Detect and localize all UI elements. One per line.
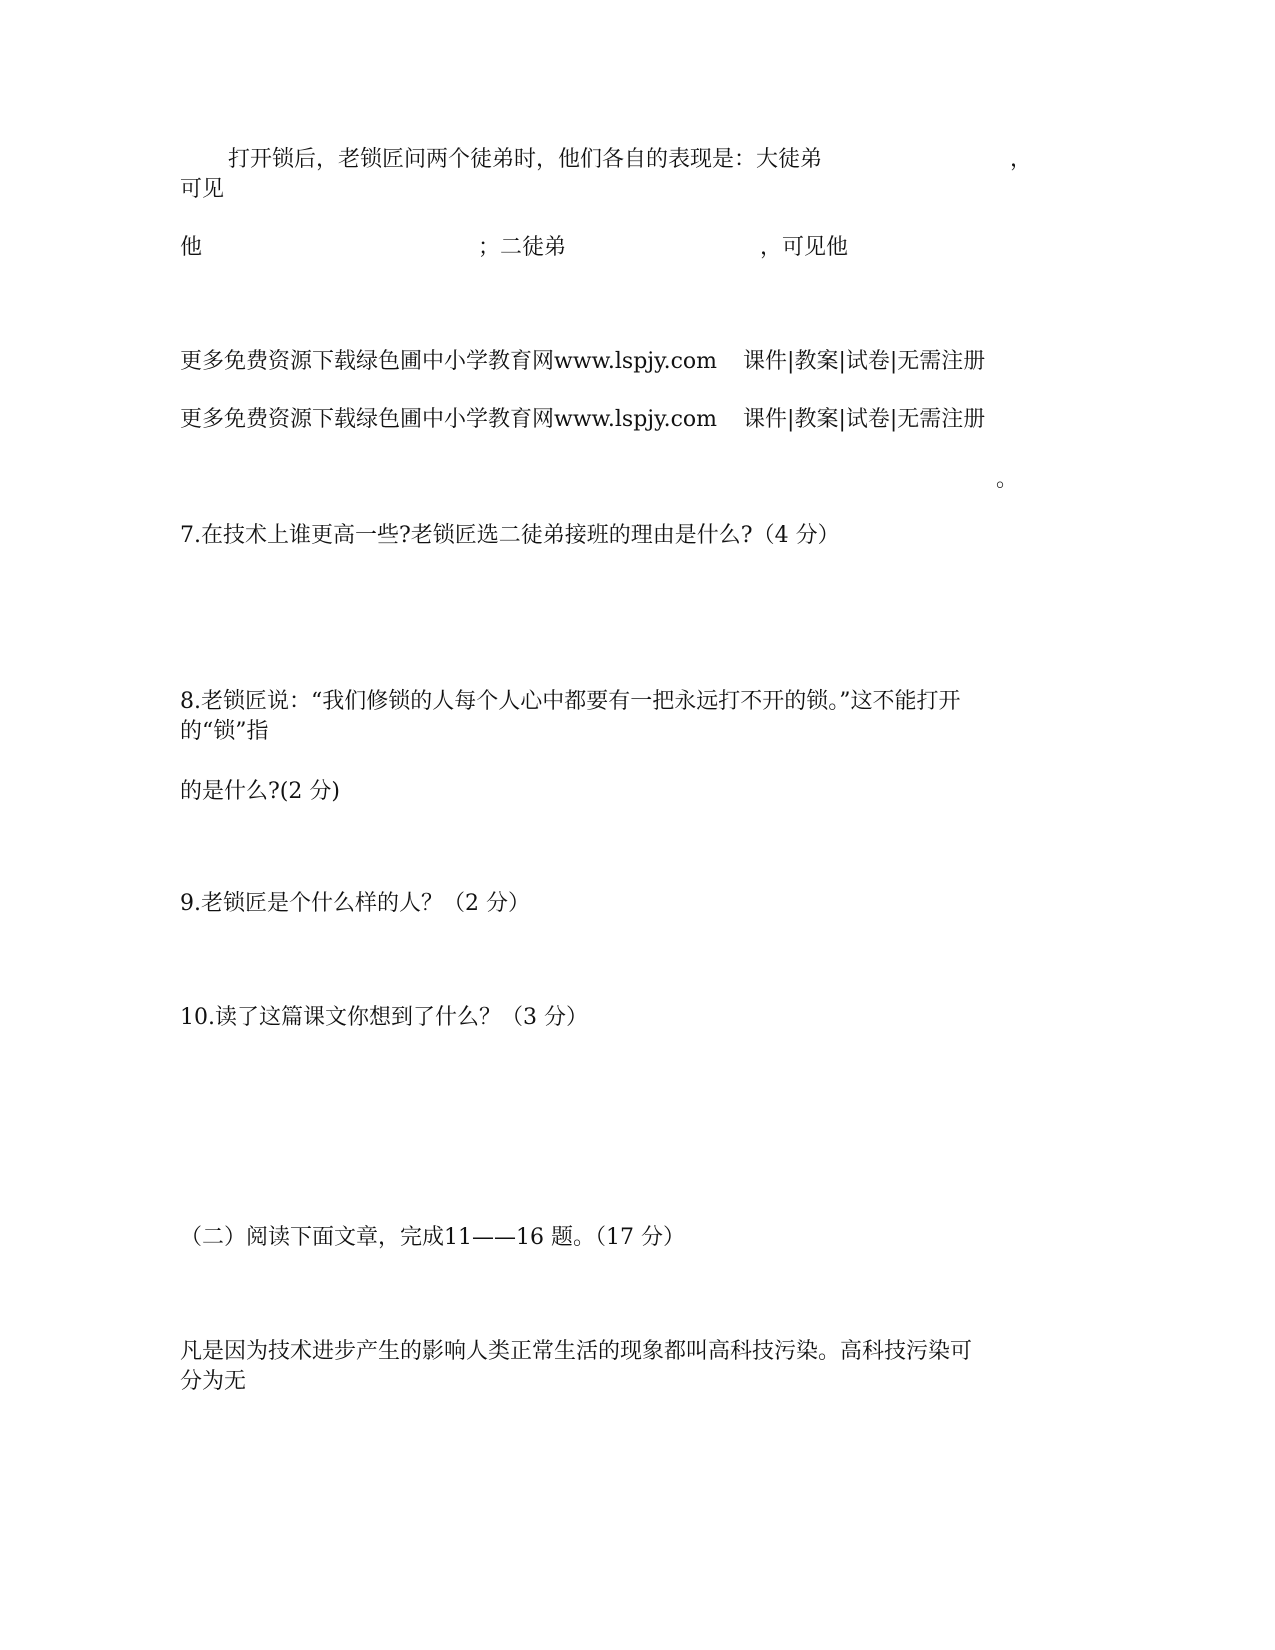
- question-10: 10.读了这篇课文你想到了什么？（3 分）: [180, 1005, 588, 1030]
- q6-line1: 打开锁后，老锁匠问两个徒弟时，他们各自的表现是：大徒弟: [228, 147, 823, 172]
- passage-line1: 凡是因为技术进步产生的影响人类正常生活的现象都叫高科技污染。高科技污染可: [180, 1339, 973, 1364]
- ad-text: 更多免费资源下载绿色圃中小学教育网www.lspjy.com: [180, 349, 718, 374]
- question-7: 7.在技术上谁更高一些?老锁匠选二徒弟接班的理由是什么?（4 分）: [180, 523, 840, 548]
- question-9: 9.老锁匠是个什么样的人？（2 分）: [180, 891, 530, 916]
- question-8-line1: 8.老锁匠说：“我们修锁的人每个人心中都要有一把永远打不开的锁。”这不能打开: [180, 689, 961, 714]
- q6-line1-comma: ，: [1010, 147, 1033, 172]
- q6-line2-end: ，可见他: [760, 235, 849, 260]
- q6-end-mark: 。: [996, 467, 1019, 492]
- ad-tail: 课件|教案|试卷|无需注册: [743, 407, 986, 432]
- passage-line2: 分为无: [180, 1369, 247, 1394]
- ad-line-1: [180, 348, 985, 376]
- question-8-line2: 的“锁”指: [180, 719, 269, 744]
- q6-line2-start: 他: [180, 235, 203, 260]
- q6-line1-cont: 可见: [180, 177, 225, 202]
- section-2-heading: （二）阅读下面文章，完成11——16 题。（17 分）: [180, 1225, 685, 1250]
- question-8-line3: 的是什么?(2 分): [180, 779, 340, 804]
- ad-line-2: [180, 406, 985, 434]
- ad-text: 更多免费资源下载绿色圃中小学教育网www.lspjy.com: [180, 407, 718, 432]
- q6-line2-mid: ；二徒弟: [478, 235, 567, 260]
- ad-tail: 课件|教案|试卷|无需注册: [743, 349, 986, 374]
